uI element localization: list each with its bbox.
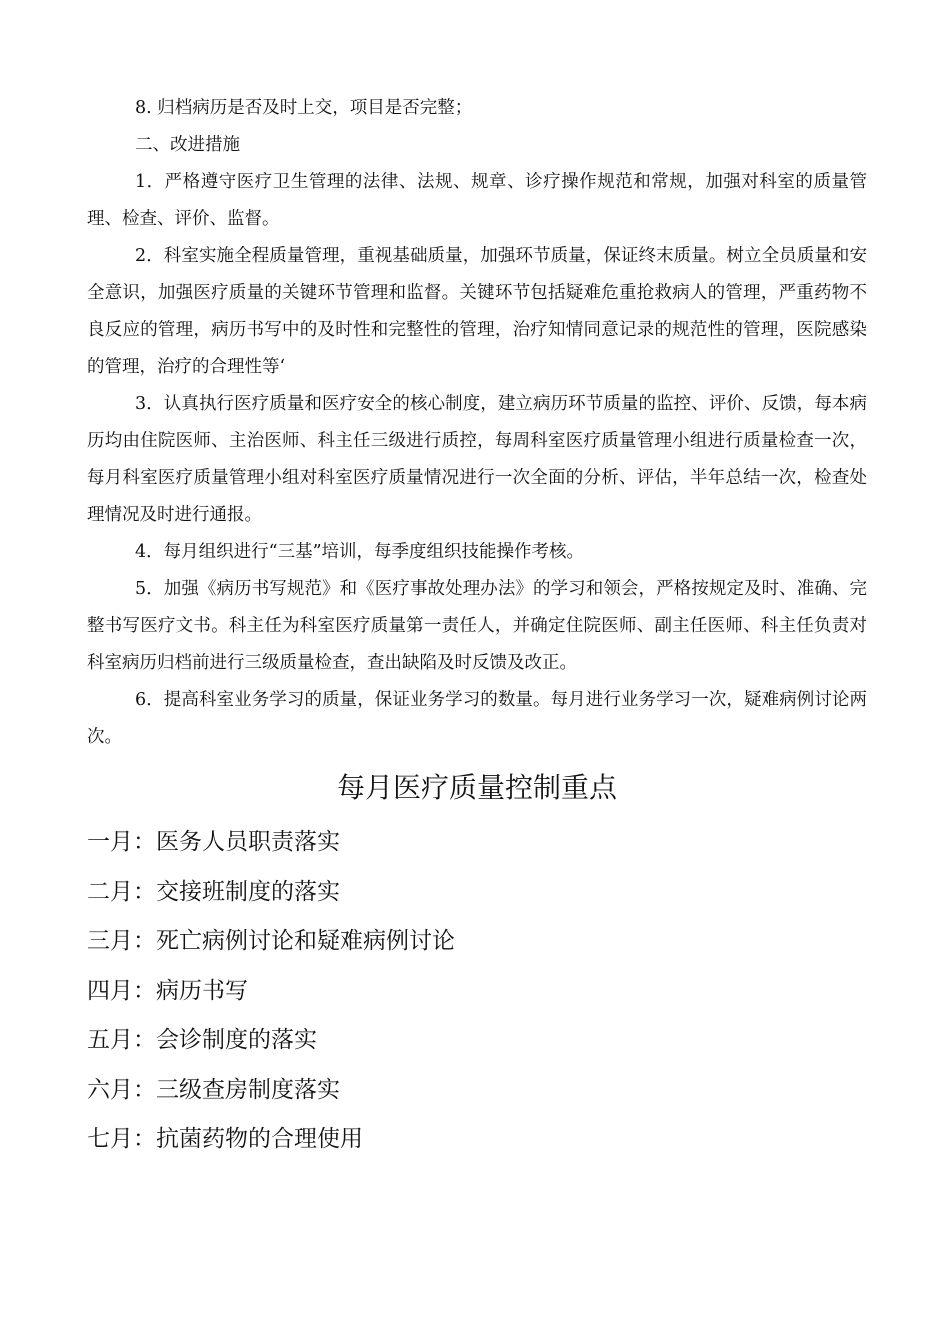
paragraph-measure-6: 6．提高科室业务学习的质量，保证业务学习的数量。每月进行业务学习一次，疑难病例讨论两次。 (87, 690, 867, 747)
section-title: 每月医疗质量控制重点 (336, 771, 617, 804)
list-item-january: 一月：医务人员职责落实 (87, 829, 340, 855)
list-item-february: 二月：交接班制度的落实 (87, 878, 340, 905)
monthly-focus-list (87, 818, 867, 1165)
list-item-may: 五月：会诊制度的落实 (87, 1027, 317, 1053)
list-item-july: 七月：抗菌药物的合理使用 (87, 1126, 363, 1152)
paragraph-item-8: 8. 归档病历是否及时上交，项目是否完整； (135, 98, 473, 118)
section-heading-improvements: 二、改进措施 (135, 135, 240, 155)
paragraph-measure-3: 3．认真执行医疗质量和医疗安全的核心制度，建立病历环节质量的监控、评价、反馈，每本病历均由住院医师、主治医师、科主任三级进行质控，每周科室医疗质量管理小组进行质量检查一次，每月科室医疗质量管理小组对科室医疗质量情况进行一次全面的分析、评估，半年总结一次，检查处理情况及时进行通报。 (87, 394, 867, 525)
paragraph-measure-4: 4．每月组织进行“三基”培训，每季度组织技能操作考核。 (135, 542, 585, 562)
list-item-april: 四月：病历书写 (87, 977, 248, 1004)
list-item-june: 六月：三级查房制度落实 (87, 1076, 340, 1103)
list-item-march: 三月：死亡病例讨论和疑难病例讨论 (87, 928, 455, 954)
paragraph-measure-1: 1．严格遵守医疗卫生管理的法律、法规、规章、诊疗操作规范和常规，加强对科室的质量管理、检查、评价、监督。 (87, 172, 867, 229)
paragraph-measure-5: 5．加强《病历书写规范》和《医疗事故处理办法》的学习和领会，严格按规定及时、准确、完整书写医疗文书。科主任为科室医疗质量第一责任人，并确定住院医师、副主任医师、科主任负责对科室病历归档前进行三级质量检查，查出缺陷及时反馈及改正。 (87, 579, 867, 673)
document-page (87, 90, 867, 1165)
paragraph-measure-2: 2．科室实施全程质量管理，重视基础质量，加强环节质量，保证终末质量。树立全员质量和安全意识，加强医疗质量的关键环节管理和监督。关键环节包括疑难危重抢救病人的管理，严重药物不良反应的管理，病历书写中的及时性和完整性的管理，治疗知情同意记录的规范性的管理，医院感染的管理，治疗的合理性等‘ (87, 246, 867, 377)
